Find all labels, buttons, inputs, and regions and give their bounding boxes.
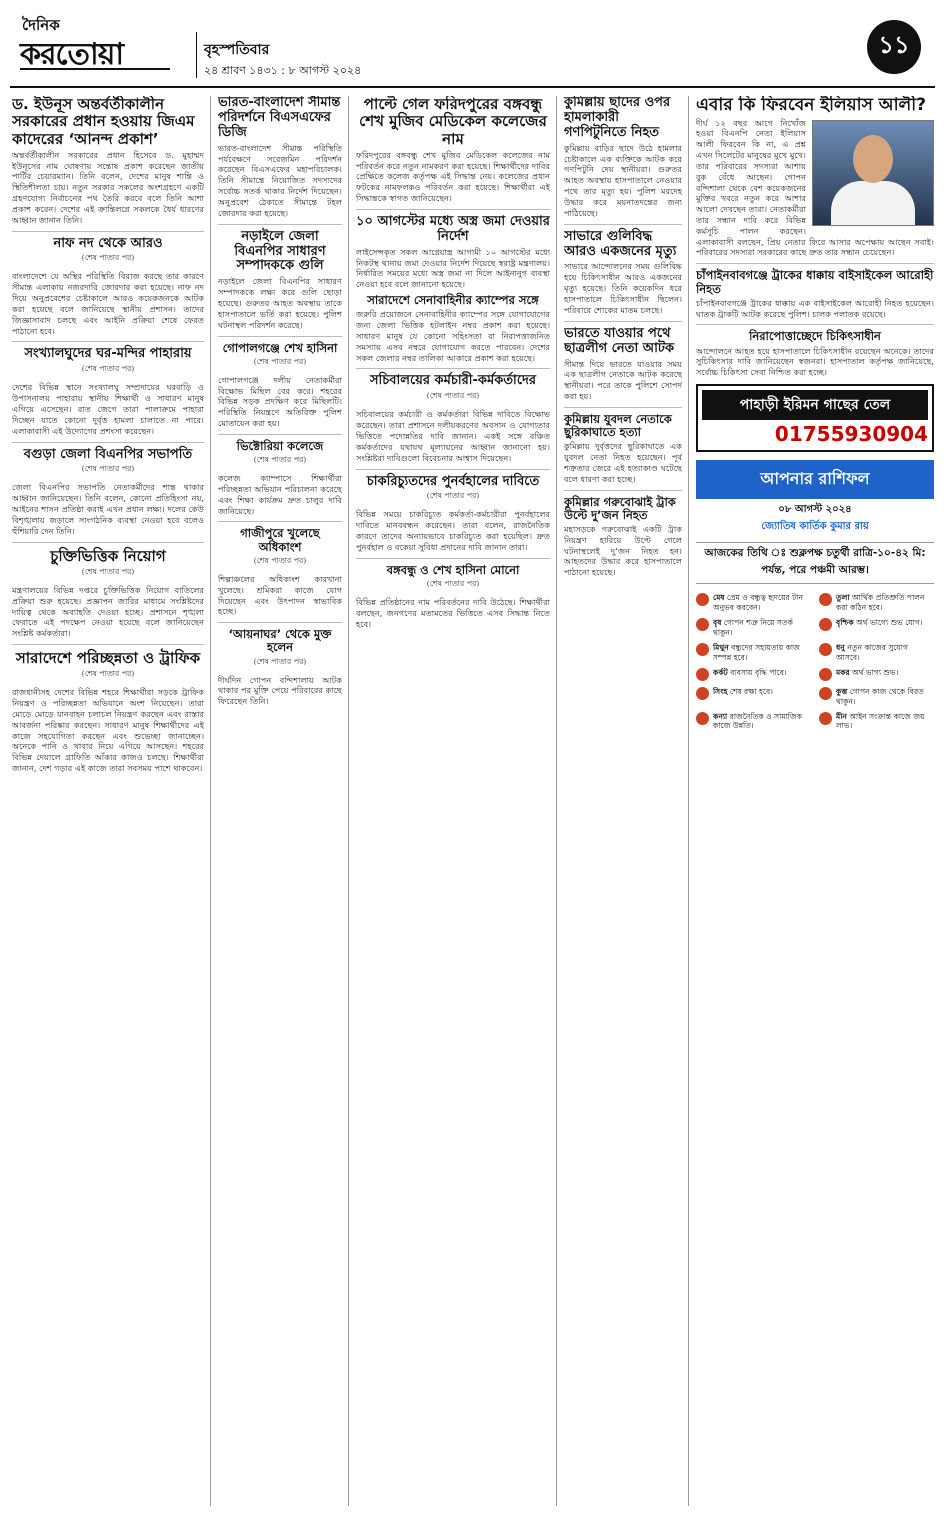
horoscope-date: ০৮ আগস্ট ২০২৪ xyxy=(778,504,852,516)
zodiac-entry xyxy=(696,643,811,662)
zodiac-text: অর্থ ভাগ্যে শুভ যোগ। xyxy=(856,618,923,628)
zodiac-name: মেষ xyxy=(713,593,725,603)
article-body: বিভিন্ন সময়ে চাকরিচ্যুত কর্মকর্তা-কর্মচারীরা পুনর্বহালের দাবিতে মানববন্ধন করেছেন। তারা বলেন, রাজনৈতিক কারণে তাদের অন্যায়ভাবে চাকরিচ্যুত করা হয়েছিল। দ্রুত পুনর্বহাল ও বকেয়া সুবিধা প্রদানের দাবি জানান তারা। xyxy=(356,509,550,552)
column-5 xyxy=(696,96,934,1506)
zodiac-name: ধনু xyxy=(836,643,845,653)
divider xyxy=(12,341,204,342)
article-body: কলেজ ক্যাম্পাসে শিক্ষার্থীরা পরিচ্ছন্নতা অভিযান পরিচালনা করেছে এবং শিক্ষা কার্যক্রম দ্রুত চালুর দাবি জানিয়েছে। xyxy=(218,473,342,516)
divider xyxy=(356,368,550,369)
divider xyxy=(356,209,550,210)
zodiac-entry xyxy=(819,593,934,612)
article-headline: সংখ্যালঘুদের ঘর-মন্দির পাহারায় xyxy=(24,346,192,362)
article-headline: ভারতে যাওয়ার পথে ছাত্রলীগ নেতা আটক xyxy=(564,325,675,356)
zodiac-text: প্রেম ও বন্ধুত্ব হৃদয়ের টান অনুভব করবেন। xyxy=(713,593,804,612)
divider xyxy=(196,32,197,78)
article-body: অন্তর্বর্তীকালীন সরকারের প্রধান হিসেবে ড. মুহাম্মদ ইউনূসের নাম ঘোষণায় সন্তোষ প্রকাশ করেছেন জাতীয় পার্টির চেয়ারম্যান। তিনি বলেন, দেশের মানুষ শান্তি ও স্থিতিশীলতা চায়। নতুন সরকার সকলের অংশগ্রহণে একটি গ্রহণযোগ্য নির্বাচনের পথ তৈরি করবে বলে তিনি আশা প্রকাশ করেন। দেশের এই ক্রান্তিলগ্নে সকলকে ধৈর্য ধারণের আহ্বান জানান তিনি। xyxy=(12,149,204,225)
zodiac-name: সিংহ xyxy=(713,687,728,697)
zodiac-icon xyxy=(819,668,832,681)
article-headline: গোপালগঞ্জে শেখ হাসিনা xyxy=(222,340,338,355)
divider xyxy=(564,490,682,491)
column-divider xyxy=(688,96,689,1506)
article-headline: পাল্টে গেল ফরিদপুরের বঙ্গবন্ধু শেখ মুজিব মেডিকেল কলেজের নাম xyxy=(359,96,547,148)
zodiac-icon xyxy=(696,618,709,631)
zodiac-name: বৃশ্চিক xyxy=(836,618,854,628)
zodiac-entry xyxy=(696,712,811,731)
divider xyxy=(356,469,550,470)
article-body: বিভিন্ন প্রতিষ্ঠানের নাম পরিবর্তনের দাবি উঠেছে। শিক্ষার্থীরা বলছেন, জনগণের মতামতের ভিত্তিতে এসব সিদ্ধান্ত নিতে হবে। xyxy=(356,596,550,629)
article-body: আন্দোলনে আহত হয়ে হাসপাতালে চিকিৎসাধীন রয়েছেন অনেকে। তাদের সুচিকিৎসার দাবি জানিয়েছেন স্বজনরা। হাসপাতাল কর্তৃপক্ষ জানিয়েছে, সর্বোচ্চ চিকিৎসা সেবা নিশ্চিত করা হচ্ছে। xyxy=(696,345,934,378)
zodiac-entry xyxy=(819,712,934,731)
issue-day: বৃহস্পতিবার xyxy=(204,42,270,58)
column-3 xyxy=(356,96,550,1506)
zodiac-icon xyxy=(819,593,832,606)
zodiac-text: বন্ধুদের সহায়তায় কাজ সম্পন্ন হবে। xyxy=(713,643,800,662)
zodiac-text: শেষ রক্ষা হবে। xyxy=(729,687,773,697)
article-body: সীমান্ত দিয়ে ভারতে যাওয়ার সময় এক ছাত্রলীগ নেতাকে আটক করেছে স্থানীয়রা। পরে তাকে পুলিশে সোপর্দ করা হয়। xyxy=(564,358,682,401)
divider xyxy=(12,442,204,443)
zodiac-icon xyxy=(696,687,709,700)
divider xyxy=(12,644,204,645)
zodiac-icon xyxy=(819,618,832,631)
divider xyxy=(564,224,682,225)
article-body: ফরিদপুরের বঙ্গবন্ধু শেখ মুজিব মেডিকেল কলেজের নাম পরিবর্তন করে নতুন নামকরণ করা হয়েছে। শিক্ষার্থীদের দাবির প্রেক্ষিতে কলেজ কর্তৃপক্ষ এই সিদ্ধান্ত নেয়। কলেজের প্রধান ফটকের নামফলকও পরিবর্তন করা হয়েছে। শিক্ষার্থীরা এই সিদ্ধান্তকে স্বাগত জানিয়েছেন। xyxy=(356,149,550,204)
article-headline: ‘আয়নাঘর’ থেকে মুক্ত হলেন xyxy=(228,627,332,655)
zodiac-entry xyxy=(696,618,811,637)
article-body: মন্ত্রণালয়ের বিভিন্ন দপ্তরে চুক্তিভিত্তিক নিয়োগ বাতিলের প্রক্রিয়া শুরু হয়েছে। প্রজ্ঞাপন জারির মাধ্যমে সংশ্লিষ্টদের দায়িত্ব থেকে অব্যাহতি দেওয়া হচ্ছে। প্রশাসনে শৃঙ্খলা ফেরাতে এই পদক্ষেপ নেওয়া হয়েছে বলে জানিয়েছেন সংশ্লিষ্ট কর্মকর্তারা। xyxy=(12,584,204,639)
article-headline: সারাদেশে পরিচ্ছন্নতা ও ট্রাফিক xyxy=(15,649,201,667)
ad-phone-number: 01755930904 xyxy=(774,422,928,447)
zodiac-entry xyxy=(696,593,811,612)
article-headline: নাফ নদ থেকে আরও xyxy=(53,235,163,251)
article-headline: ভারত-বাংলাদেশ সীমান্ত পরিদর্শনে বিএসএফের ডিজি xyxy=(218,96,341,140)
continuation-note: (শেষ পাতার পর) xyxy=(81,566,135,576)
article-body: শিল্পাঞ্চলের অধিকাংশ কারখানা খুলেছে। শ্রমিকরা কাজে যোগ দিয়েছেন এবং উৎপাদন স্বাভাবিক হচ্ছে। xyxy=(218,573,342,617)
zodiac-name: মীন xyxy=(836,711,847,721)
article-body: সাভারে আন্দোলনের সময় গুলিবিদ্ধ হয়ে চিকিৎসাধীন আরও একজনের মৃত্যু হয়েছে। তিনি কয়েকদিন ধরে হাসপাতালে চিকিৎসাধীন ছিলেন। পরিবারে শোকের মাতম চলছে। xyxy=(564,261,682,315)
continuation-note: (শেষ পাতার পর) xyxy=(253,356,307,366)
article-body: সচিবালয়ের কর্মচারী ও কর্মকর্তারা বিভিন্ন দাবিতে বিক্ষোভ করেছেন। তারা প্রশাসনে দলীয়করণের অবসান ও যোগ্যতার ভিত্তিতে পদোন্নতির দাবি জানান। একই সঙ্গে বঞ্চিত কর্মকর্তাদের যথাযথ মূল্যায়নের আহ্বান জানানো হয়। সংশ্লিষ্টরা দাবিগুলো বিবেচনার আশ্বাস দিয়েছেন। xyxy=(356,409,550,463)
zodiac-name: কর্কট xyxy=(713,668,728,678)
logo-underline xyxy=(20,68,170,70)
article-headline: কুমিল্লায় যুবদল নেতাকে ছুরিকাঘাতে হত্যা xyxy=(564,411,672,440)
zodiac-text: ব্যবসায় বৃদ্ধি পাবে। xyxy=(730,668,787,678)
zodiac-entry xyxy=(819,668,934,681)
zodiac-text: গোপন শত্রু নিয়ে সতর্ক থাকুন। xyxy=(713,618,793,637)
ad-title: পাহাড়ী ইরিমন গাছের তেল xyxy=(702,390,928,420)
article-body: দীর্ঘদিন গোপন বন্দিশালায় আটক থাকার পর মুক্তি পেয়ে পরিবারের কাছে ফিরেছেন তিনি। xyxy=(218,674,342,707)
divider xyxy=(218,434,342,435)
continuation-note: (শেষ পাতার পর) xyxy=(426,491,480,501)
column-2 xyxy=(218,96,342,1506)
divider xyxy=(696,263,934,264)
divider xyxy=(696,324,934,325)
column-divider xyxy=(348,96,349,1506)
zodiac-text: নতুন কাজের সুযোগ আসবে। xyxy=(836,643,908,662)
article-body: দেশের বিভিন্ন স্থানে সংখ্যালঘু সম্প্রদায়ের ঘরবাড়ি ও উপাসনালয় পাহারায় স্থানীয় শিক্ষার্থী ও সাধারণ মানুষ এগিয়ে এসেছেন। রাত জেগে তারা পালাক্রমে পাহারা দিচ্ছেন যাতে কোনো দুর্বৃত্ত হামলা চালাতে না পারে। এলাকাবাসী এই উদ্যোগের প্রশংসা করেছেন। xyxy=(12,382,204,436)
article-subheadline: সারাদেশে সেনাবাহিনীর ক্যাম্পের সঙ্গে xyxy=(367,293,539,308)
article-body: কুমিল্লায় দুর্বৃত্তদের ছুরিকাঘাতে এক যুবদল নেতা নিহত হয়েছেন। পূর্ব শত্রুতার জেরে এই হত্যাকাণ্ড ঘটেছে বলে ধারণা করা হচ্ছে। xyxy=(564,441,682,484)
horoscope-tithi: আজকের তিথি ঃ শুক্লপক্ষ চতুর্থী রাত্রি-১০-৪২ মি: পর্যন্ত, পরে পঞ্চমী আরম্ভ। xyxy=(696,542,934,584)
issue-date: ২৪ শ্রাবণ ১৪৩১ : ৮ আগস্ট ২০২৪ xyxy=(204,64,362,77)
article-headline: গাজীপুরে খুলেছে অধিকাংশ xyxy=(240,526,320,554)
article-body: রাজধানীসহ দেশের বিভিন্ন শহরে শিক্ষার্থীরা সড়কে ট্রাফিক নিয়ন্ত্রণ ও পরিচ্ছন্নতা অভিযানে অংশ নিয়েছেন। তারা মোড়ে মোড়ে যানবাহন চলাচল নিয়ন্ত্রণ করছেন এবং রাস্তার আবর্জনা পরিষ্কার করছেন। সাধারণ মানুষ শিক্ষার্থীদের এই কাজে সহযোগিতা করছেন এবং শুভেচ্ছা জানাচ্ছেন। অনেকে পানি ও খাবার নিয়ে এগিয়ে আসছেন। শহরের বিভিন্ন দেয়ালে গ্রাফিতি আঁকার কাজও চলছে। শিক্ষার্থীরা জানান, দেশ গড়ার এই কাজে তারা সবসময় পাশে থাকবেন। xyxy=(12,687,204,774)
article-headline: নিরাপোত্তাচ্ছেদে চিকিৎসাধীন xyxy=(749,329,881,344)
column-4 xyxy=(564,96,682,1506)
advertisement xyxy=(696,384,934,452)
portrait-photo xyxy=(812,120,934,226)
continuation-note: (শেষ পাতার পর) xyxy=(426,391,480,401)
zodiac-entry xyxy=(696,687,811,706)
divider xyxy=(356,558,550,559)
article-headline: বগুড়া জেলা বিএনপির সভাপতি xyxy=(23,446,193,462)
article-body: বাংলাদেশে যে অস্থির পরিস্থিতি বিরাজ করছে তার কারণে সীমান্ত এলাকায় নজরদারি জোরদার করা হয়েছে। নাফ নদ দিয়ে অনুপ্রবেশের চেষ্টাকালে আরও কয়েকজনকে আটক করা হয়েছে বলে জানিয়েছে স্থানীয় প্রশাসন। তাদের জিজ্ঞাসাবাদ চলছে এবং আইনি প্রক্রিয়া শেষে ফেরত পাঠানো হবে। xyxy=(12,271,204,336)
masthead xyxy=(0,0,945,88)
article-headline: চুক্তিভিত্তিক নিয়োগ xyxy=(50,546,166,565)
zodiac-name: বৃষ xyxy=(713,618,722,628)
article-body: নড়াইলে জেলা বিএনপির সাধারণ সম্পাদককে লক্ষ্য করে গুলি ছোড়া হয়েছে। গুরুতর আহত অবস্থায় তাকে হাসপাতালে ভর্তি করা হয়েছে। পুলিশ ঘটনাস্থল পরিদর্শন করেছে। xyxy=(218,276,342,330)
article-body: জরুরি প্রয়োজনে সেনাবাহিনীর ক্যাম্পের সঙ্গে যোগাযোগের জন্য জেলা ভিত্তিক হটলাইন নম্বর প্রকাশ করা হয়েছে। সাধারণ মানুষ যে কোনো সহিংসতা বা নিরাপত্তাজনিত সমস্যায় এসব নম্বরে যোগাযোগ করতে পারবেন। দেশের সকল জেলার নম্বর তালিকা আকারে প্রকাশ করা হয়েছে। xyxy=(356,309,550,363)
continuation-note: (শেষ পাতার পর) xyxy=(253,656,307,666)
article-headline: ১০ আগস্টের মধ্যে অস্ত্র জমা দেওয়ার নির্দেশ xyxy=(356,213,550,244)
continuation-note: (শেষ পাতার পর) xyxy=(81,464,135,474)
zodiac-text: রাজনৈতিক ও সামাজিক কাজে উন্নতি। xyxy=(713,711,803,731)
divider xyxy=(218,622,342,623)
horoscope-grid xyxy=(696,590,934,734)
continuation-note: (শেষ পাতার পর) xyxy=(81,364,135,374)
zodiac-icon xyxy=(819,643,832,656)
horoscope-banner: আপনার রাশিফল xyxy=(696,460,934,499)
page-number-badge: ১১ xyxy=(867,20,921,74)
continuation-note: (শেষ পাতার পর) xyxy=(81,253,135,263)
photo-figure-face xyxy=(853,135,893,183)
article-headline: কুমিল্লায় ছাদের ওপর হামলাকারী গণপিটুনিতে নিহত xyxy=(564,96,671,140)
article-body: দীর্ঘ ১২ বছর আগে নিখোঁজ হওয়া বিএনপি নেতা ইলিয়াস আলী ফিরবেন কি না, এ প্রশ্ন এখন সিলেটের মানুষের মুখে মুখে। তার পরিবারের সদস্যরা আশায় বুক বেঁধে আছেন। গোপন বন্দিশালা থেকে বেশ কয়েকজনের মুক্তির খবরে নতুন করে আশার আলো দেখছেন তারা। নেতাকর্মীরা তার সন্ধান দাবি করে বিভিন্ন কর্মসূচি পালন করছেন। এলাকাবাসী বলছেন, প্রিয় নেতার ফিরে আসার অপেক্ষায় আছেন সবাই। পরিবারের সদস্যরা সরকারের কাছে দ্রুত তার সন্ধান চেয়েছেন। xyxy=(696,117,934,258)
article-headline: সাভারে গুলিবিদ্ধ আরও একজনের মৃত্যু xyxy=(564,228,677,259)
article-headline: ড. ইউনূস অন্তর্বর্তীকালীন সরকারের প্রধান হওয়ায় জিএম কাদেরের ‘আনন্দ প্রকাশ’ xyxy=(12,96,195,148)
zodiac-text: আইন সংক্রান্ত কাজে জয় লাভ। xyxy=(836,711,925,731)
zodiac-icon xyxy=(819,687,832,700)
divider xyxy=(564,407,682,408)
divider xyxy=(12,542,204,543)
article-body: কুমিল্লায় বাড়ির ছাদে উঠে হামলার চেষ্টাকালে এক ব্যক্তিকে আটক করে গণপিটুনি দেয় স্থানীয়রা। গুরুতর আহত অবস্থায় হাসপাতালে নেওয়ার পথে তার মৃত্যু হয়। পুলিশ মরদেহ উদ্ধার করে ময়নাতদন্তের জন্য পাঠিয়েছে। xyxy=(564,142,682,218)
continuation-note: (শেষ পাতার পর) xyxy=(81,669,135,679)
zodiac-icon xyxy=(696,593,709,606)
column-1 xyxy=(12,96,204,1506)
article-body: গোপালগঞ্জে দলীয় নেতাকর্মীরা বিক্ষোভ মিছিল বের করে। শহরের বিভিন্ন সড়ক প্রদক্ষিণ করে মিছিলটি। পরিস্থিতি নিয়ন্ত্রণে অতিরিক্ত পুলিশ মোতায়েন করা হয়। xyxy=(218,374,342,429)
article-headline: নড়াইলে জেলা বিএনপির সাধারণ সম্পাদককে গুলি xyxy=(234,228,326,274)
horoscope-astrologer: জ্যোতিষ কার্তিক কুমার রায় xyxy=(761,521,869,533)
divider xyxy=(218,224,342,225)
photo-figure-body xyxy=(831,181,915,225)
article-body: মহাসড়কে গরুবোঝাই একটি ট্রাক নিয়ন্ত্রণ হারিয়ে উল্টে গেলে ঘটনাস্থলেই দু’জন নিহত হন। আহতদের উদ্ধার করে হাসপাতালে পাঠানো হয়েছে। xyxy=(564,524,682,578)
article-headline: এবার কি ফিরবেন ইলিয়াস আলী? xyxy=(696,96,926,115)
newspaper-logo: করতোয়া xyxy=(20,37,124,72)
divider xyxy=(564,321,682,322)
article-body: লাইসেন্সকৃত সকল আগ্নেয়াস্ত্র আগামী ১০ আগস্টের মধ্যে নিকটস্থ থানায় জমা দেওয়ার নির্দেশ দিয়েছে স্বরাষ্ট্র মন্ত্রণালয়। নির্ধারিত সময়ের মধ্যে অস্ত্র জমা না দিলে আইনানুগ ব্যবস্থা নেওয়া হবে বলে জানানো হয়েছে। xyxy=(356,246,550,290)
zodiac-entry xyxy=(696,668,811,681)
zodiac-text: আর্থিক প্রতিশ্রুতি পালন করা কঠিন হবে। xyxy=(836,593,925,612)
article-headline: বঙ্গবন্ধু ও শেখ হাসিনা মোনো xyxy=(386,562,520,577)
article-headline: চাঁপাইনবাবগঞ্জে ট্রাকের ধাক্কায় বাইসাইকেল আরোহী নিহত xyxy=(696,268,934,296)
zodiac-icon xyxy=(696,643,709,656)
continuation-note: (শেষ পাতার পর) xyxy=(253,455,307,465)
divider xyxy=(12,231,204,232)
zodiac-name: কন্যা xyxy=(713,711,728,721)
article-headline: সচিবালয়ের কর্মচারী-কর্মকর্তাদের xyxy=(369,373,537,389)
zodiac-text: অর্থ ভাগ্য শুভ। xyxy=(852,668,899,678)
zodiac-icon xyxy=(819,712,832,725)
zodiac-name: মিথুন xyxy=(713,643,729,653)
article-body: জেলা বিএনপির সভাপতি নেতাকর্মীদের শান্ত থাকার আহ্বান জানিয়েছেন। তিনি বলেন, কোনো প্রতিহিংসা নয়, আইনের শাসন প্রতিষ্ঠা করাই এখন প্রধান লক্ষ্য। দলের কেউ বিশৃঙ্খলায় জড়ালে সাংগঠনিক ব্যবস্থা নেওয়া হবে বলেও হুঁশিয়ারি দেন তিনি। xyxy=(12,482,204,536)
article-body: চাঁপাইনবাবগঞ্জে ট্রাকের ধাক্কায় এক বাইসাইকেল আরোহী নিহত হয়েছেন। ঘাতক ট্রাকটি আটক করেছে পুলিশ। চালক পলাতক রয়েছে। xyxy=(696,297,934,319)
continuation-note: (শেষ পাতার পর) xyxy=(426,578,480,588)
zodiac-text: গোপন কাজ থেকে বিরত থাকুন। xyxy=(836,687,924,706)
article-body: ভারত-বাংলাদেশ সীমান্ত পরিস্থিতি পর্যবেক্ষণে সরেজমিন পরিদর্শন করেছেন বিএসএফের মহাপরিচালক। তিনি সীমান্তে নিয়োজিত সদস্যদের সর্বোচ্চ সতর্ক থাকার নির্দেশ দিয়েছেন। অনুপ্রবেশ ঠেকাতে সীমান্তে টহল জোরদার করা হয়েছে। xyxy=(218,142,342,218)
zodiac-name: তুলা xyxy=(836,593,850,603)
zodiac-entry xyxy=(819,618,934,637)
divider xyxy=(218,336,342,337)
zodiac-entry xyxy=(819,643,934,662)
article-headline: ভিক্টোরিয়া কলেজে xyxy=(236,438,324,453)
column-divider xyxy=(556,96,557,1506)
zodiac-icon xyxy=(696,668,709,681)
continuation-note: (শেষ পাতার পর) xyxy=(253,555,307,565)
header-rule xyxy=(10,86,935,88)
column-divider xyxy=(210,96,211,1506)
zodiac-name: মকর xyxy=(836,668,850,678)
article-headline: কুমিল্লার গরুবোঝাই ট্রাক উল্টে দু’জন নিহত xyxy=(564,494,676,522)
article-headline: চাকরিচ্যুতদের পুনর্বহালের দাবিতে xyxy=(366,473,540,489)
divider xyxy=(218,521,342,522)
zodiac-icon xyxy=(696,712,709,725)
newspaper-logo-small: দৈনিক xyxy=(22,16,60,34)
zodiac-name: কুম্ভ xyxy=(836,687,848,697)
zodiac-entry xyxy=(819,687,934,706)
